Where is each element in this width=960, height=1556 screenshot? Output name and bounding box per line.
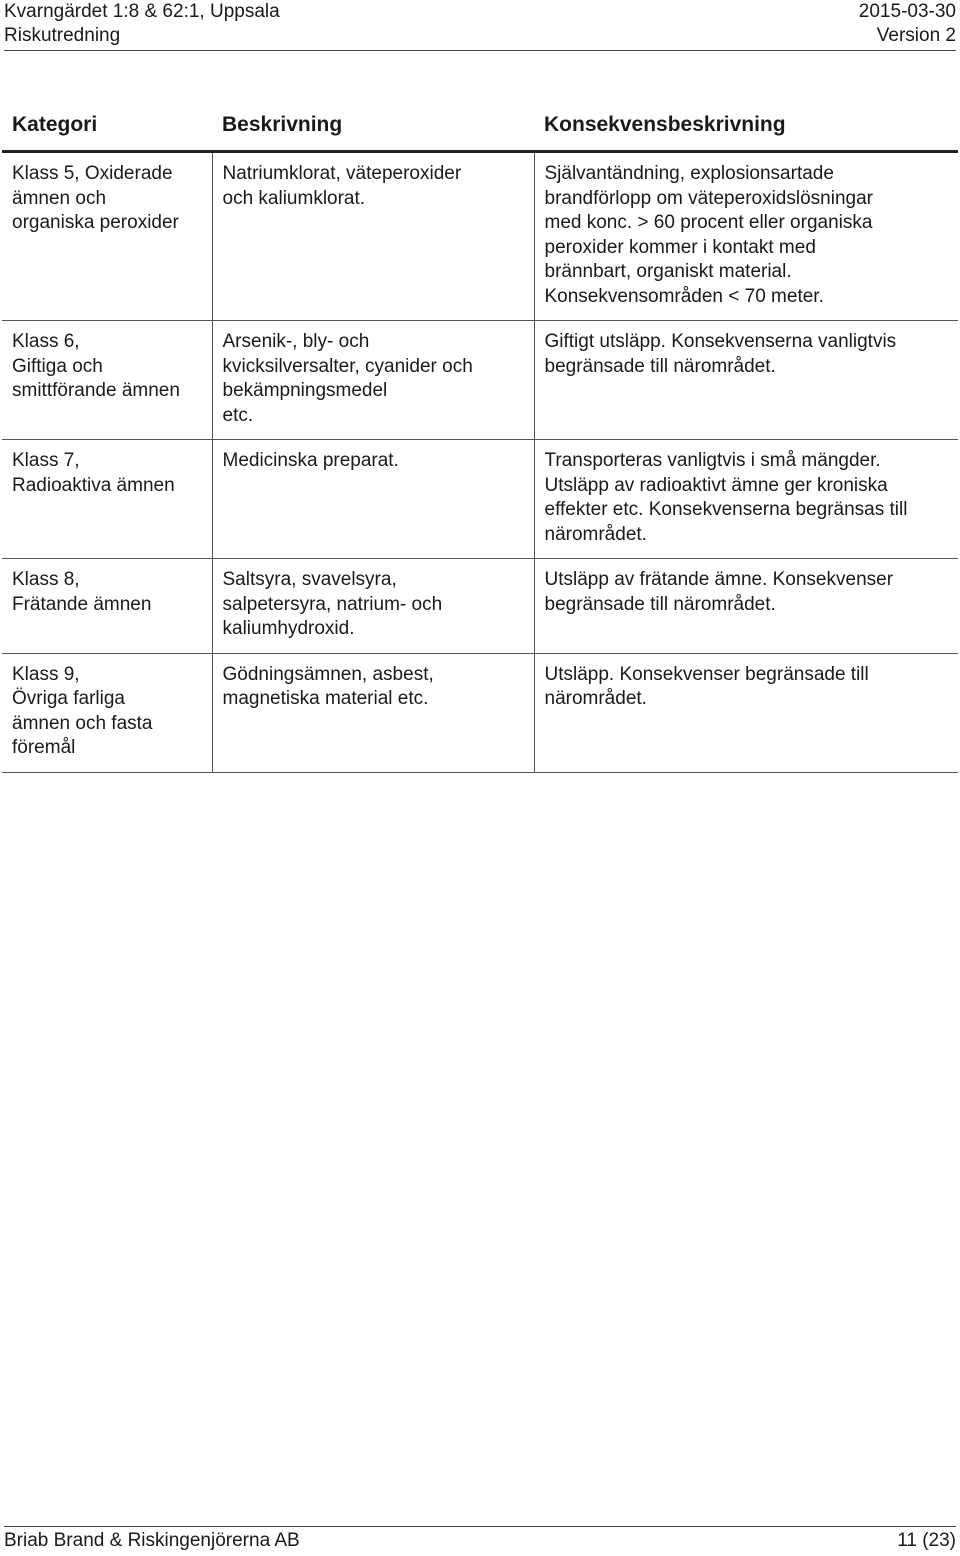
cell-text-line: Medicinska preparat. — [222, 450, 399, 471]
cell-text-line: Utsläpp av radioaktivt ämne ger kroniska — [544, 474, 888, 496]
header-row-bottom — [4, 24, 956, 48]
table-body — [2, 152, 958, 773]
table-header-row — [2, 104, 958, 152]
footer-page-number: 11 (23) — [897, 1530, 956, 1551]
cell-text-line: Giftiga och — [12, 355, 103, 377]
hazard-class-table-container — [2, 104, 958, 773]
cell-text-line: Klass 9, — [12, 663, 80, 685]
project-title: Kvarngärdet 1:8 & 62:1, Uppsala — [4, 1, 280, 22]
cell-text-line: kaliumhydroxid. — [222, 618, 355, 639]
cell-konsekvens — [534, 321, 958, 440]
cell-beskrivning — [212, 653, 534, 772]
cell-text-line: brännbart, organiskt material. — [544, 261, 792, 282]
cell-text-line: Arsenik-, bly- och — [222, 331, 370, 352]
cell-beskrivning — [212, 152, 534, 321]
cell-text-line: med konc. > 60 procent eller organiska — [544, 212, 873, 233]
cell-konsekvens — [534, 440, 958, 559]
cell-text-line: och kaliumklorat. — [222, 187, 366, 209]
header-row-top — [4, 0, 956, 24]
cell-text-line: Konsekvensområden < 70 meter. — [544, 285, 824, 307]
cell-text-line: begränsade till närområdet. — [544, 593, 776, 615]
table-row — [2, 152, 958, 321]
cell-text-line: Klass 8, — [12, 569, 80, 590]
cell-konsekvens — [534, 559, 958, 654]
cell-text-line: etc. — [222, 404, 254, 426]
cell-kategori — [2, 653, 212, 772]
table-row — [2, 321, 958, 440]
cell-text-line: organiska peroxider — [12, 212, 179, 233]
column-header-beskrivning: Beskrivning — [212, 104, 534, 152]
cell-konsekvens — [534, 152, 958, 321]
cell-text-line: peroxider kommer i kontakt med — [544, 236, 816, 258]
cell-text-line: Giftigt utsläpp. Konsekvenserna vanligtvis — [544, 331, 897, 352]
cell-text-line: Övriga farliga — [12, 688, 125, 709]
document-version: Version 2 — [876, 25, 956, 46]
cell-text-line: närområdet. — [544, 523, 647, 545]
cell-text-line: magnetiska material etc. — [222, 688, 429, 709]
cell-text-line: Klass 5, Oxiderade — [12, 163, 173, 184]
cell-text-line: Saltsyra, svavelsyra, — [222, 569, 397, 590]
cell-text-line: föremål — [12, 737, 76, 758]
footer-company: Briab Brand & Riskingenjörerna AB — [4, 1530, 300, 1551]
table-row — [2, 440, 958, 559]
cell-text-line: Gödningsämnen, asbest, — [222, 663, 434, 685]
cell-text-line: Utsläpp av frätande ämne. Konsekvenser — [544, 569, 894, 590]
cell-text-line: bekämpningsmedel — [222, 380, 388, 401]
cell-text-line: Klass 7, — [12, 450, 80, 471]
cell-text-line: brandförlopp om väteperoxidslösningar — [544, 187, 873, 209]
cell-text-line: Utsläpp. Konsekvenser begränsade till — [544, 663, 869, 685]
cell-konsekvens — [534, 653, 958, 772]
cell-beskrivning — [212, 440, 534, 559]
cell-text-line: begränsade till närområdet. — [544, 355, 776, 377]
column-header-konsekvens: Konsekvensbeskrivning — [534, 104, 958, 152]
table-row — [2, 559, 958, 654]
cell-beskrivning — [212, 321, 534, 440]
cell-text-line: Frätande ämnen — [12, 593, 152, 615]
hazard-class-table — [2, 104, 958, 773]
cell-text-line: smittförande ämnen — [12, 380, 180, 401]
column-header-kategori: Kategori — [2, 104, 212, 152]
cell-kategori — [2, 440, 212, 559]
cell-text-line: Transporteras vanligtvis i små mängder. — [544, 450, 881, 471]
cell-kategori — [2, 321, 212, 440]
cell-text-line: ämnen och — [12, 187, 107, 209]
cell-kategori — [2, 559, 212, 654]
cell-text-line: Klass 6, — [12, 331, 80, 352]
cell-beskrivning — [212, 559, 534, 654]
cell-text-line: Natriumklorat, väteperoxider — [222, 163, 462, 184]
document-type: Riskutredning — [4, 25, 121, 46]
cell-text-line: salpetersyra, natrium- och — [222, 593, 443, 615]
page-header — [4, 0, 956, 51]
cell-text-line: effekter etc. Konsekvenserna begränsas till — [544, 499, 908, 520]
cell-text-line: kvicksilversalter, cyanider och — [222, 355, 473, 377]
cell-text-line: ämnen och fasta — [12, 712, 153, 734]
table-row — [2, 653, 958, 772]
page-footer — [4, 1526, 956, 1555]
document-date: 2015-03-30 — [858, 1, 956, 22]
cell-text-line: närområdet. — [544, 688, 647, 709]
cell-kategori — [2, 152, 212, 321]
cell-text-line: Självantändning, explosionsartade — [544, 163, 834, 184]
cell-text-line: Radioaktiva ämnen — [12, 474, 175, 496]
